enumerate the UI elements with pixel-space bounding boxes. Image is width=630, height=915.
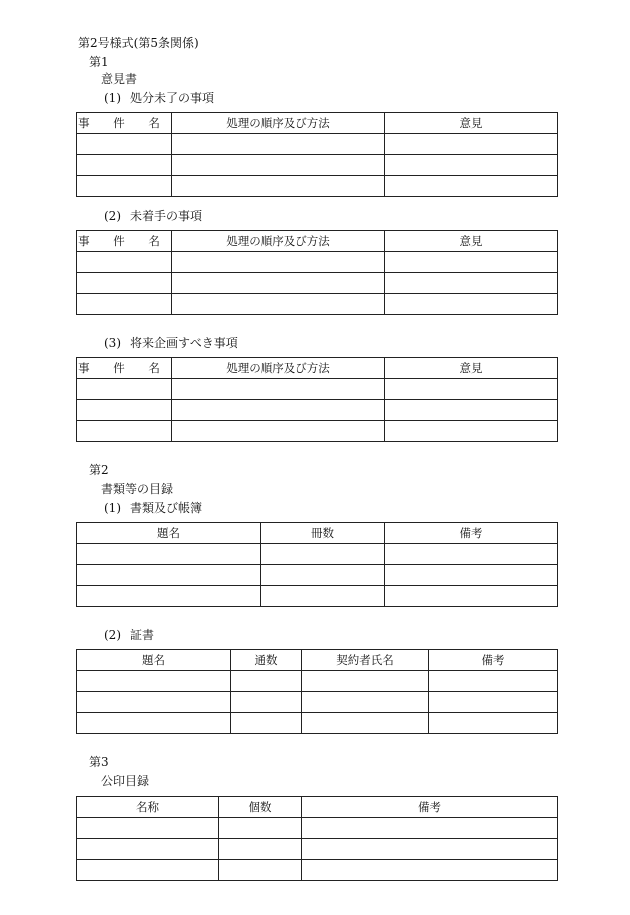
cell	[302, 713, 429, 734]
table-row	[77, 273, 558, 294]
cell	[385, 421, 558, 442]
cell	[77, 294, 172, 315]
header-procedure: 処理の順序及び方法	[172, 358, 385, 379]
subsection-2-1-label: (1)	[104, 501, 121, 515]
cell	[77, 273, 172, 294]
cell	[385, 134, 558, 155]
cell	[77, 671, 231, 692]
table-future-planning	[76, 357, 558, 442]
cell	[77, 176, 172, 197]
header-procedure: 処理の順序及び方法	[172, 113, 385, 134]
table-row	[77, 294, 558, 315]
table-header-row	[77, 358, 558, 379]
header-remarks: 備考	[385, 523, 558, 544]
subsection-1-1-label: (1)	[104, 91, 121, 105]
cell	[231, 713, 302, 734]
table-header-row	[77, 797, 558, 818]
table-pending-matters	[76, 112, 558, 197]
cell	[77, 818, 219, 839]
cell	[219, 818, 302, 839]
table-header-row	[77, 113, 558, 134]
cell	[77, 586, 261, 607]
subsection-2-2-title: 証書	[130, 628, 155, 642]
cell	[385, 544, 558, 565]
cell	[429, 692, 558, 713]
section-1-label: 第1	[89, 55, 109, 69]
cell	[172, 134, 385, 155]
cell	[77, 155, 172, 176]
table-row	[77, 544, 558, 565]
cell	[219, 860, 302, 881]
header-remarks: 備考	[302, 797, 558, 818]
form-title: 第2号様式(第5条関係)	[78, 36, 199, 50]
cell	[77, 134, 172, 155]
subsection-1-1-title: 処分未了の事項	[130, 91, 215, 105]
header-case-name: 事 件 名	[77, 113, 172, 134]
cell	[429, 713, 558, 734]
table-official-seals	[76, 796, 558, 881]
cell	[77, 400, 172, 421]
header-volume-count: 冊数	[261, 523, 385, 544]
cell	[385, 273, 558, 294]
table-row	[77, 379, 558, 400]
cell	[385, 400, 558, 421]
cell	[172, 176, 385, 197]
table-row	[77, 692, 558, 713]
cell	[261, 565, 385, 586]
cell	[385, 586, 558, 607]
subsection-1-2-title: 未着手の事項	[130, 209, 203, 223]
subsection-1-3-label: (3)	[104, 336, 121, 350]
header-opinion: 意見	[385, 358, 558, 379]
cell	[77, 379, 172, 400]
table-certificates	[76, 649, 558, 734]
table-header-row	[77, 231, 558, 252]
table-documents-ledgers	[76, 522, 558, 607]
header-case-name: 事 件 名	[77, 231, 172, 252]
section-1-title: 意見書	[101, 72, 138, 86]
header-opinion: 意見	[385, 231, 558, 252]
section-3-title: 公印目録	[101, 774, 150, 788]
table-row	[77, 155, 558, 176]
cell	[385, 176, 558, 197]
header-title: 題名	[77, 523, 261, 544]
cell	[302, 839, 558, 860]
table-row	[77, 586, 558, 607]
header-copy-count: 通数	[231, 650, 302, 671]
table-row	[77, 400, 558, 421]
cell	[385, 379, 558, 400]
cell	[385, 294, 558, 315]
subsection-2-1-title: 書類及び帳簿	[130, 501, 203, 515]
cell	[231, 671, 302, 692]
section-2-title: 書類等の目録	[101, 482, 174, 496]
cell	[231, 692, 302, 713]
cell	[77, 544, 261, 565]
table-row	[77, 860, 558, 881]
cell	[302, 818, 558, 839]
table-row	[77, 839, 558, 860]
header-procedure: 処理の順序及び方法	[172, 231, 385, 252]
cell	[172, 155, 385, 176]
cell	[172, 400, 385, 421]
header-opinion: 意見	[385, 113, 558, 134]
table-row	[77, 421, 558, 442]
cell	[77, 252, 172, 273]
cell	[385, 155, 558, 176]
cell	[302, 671, 429, 692]
table-row	[77, 134, 558, 155]
cell	[172, 421, 385, 442]
header-case-name: 事 件 名	[77, 358, 172, 379]
subsection-2-2-label: (2)	[104, 628, 121, 642]
cell	[77, 421, 172, 442]
header-contractor-name: 契約者氏名	[302, 650, 429, 671]
cell	[429, 671, 558, 692]
table-unstarted-matters	[76, 230, 558, 315]
section-3-label: 第3	[89, 755, 109, 769]
table-row	[77, 671, 558, 692]
cell	[77, 692, 231, 713]
cell	[385, 252, 558, 273]
cell	[302, 692, 429, 713]
table-header-row	[77, 650, 558, 671]
cell	[385, 565, 558, 586]
cell	[261, 544, 385, 565]
table-row	[77, 176, 558, 197]
cell	[219, 839, 302, 860]
table-row	[77, 565, 558, 586]
cell	[172, 294, 385, 315]
cell	[302, 860, 558, 881]
table-row	[77, 818, 558, 839]
cell	[77, 565, 261, 586]
cell	[172, 252, 385, 273]
cell	[172, 379, 385, 400]
header-remarks: 備考	[429, 650, 558, 671]
subsection-1-2-label: (2)	[104, 209, 121, 223]
cell	[172, 273, 385, 294]
cell	[77, 713, 231, 734]
header-title: 題名	[77, 650, 231, 671]
table-row	[77, 713, 558, 734]
cell	[77, 839, 219, 860]
header-name: 名称	[77, 797, 219, 818]
subsection-1-3-title: 将来企画すべき事項	[130, 336, 238, 350]
table-row	[77, 252, 558, 273]
cell	[261, 586, 385, 607]
table-header-row	[77, 523, 558, 544]
cell	[77, 860, 219, 881]
section-2-label: 第2	[89, 463, 109, 477]
header-quantity: 個数	[219, 797, 302, 818]
